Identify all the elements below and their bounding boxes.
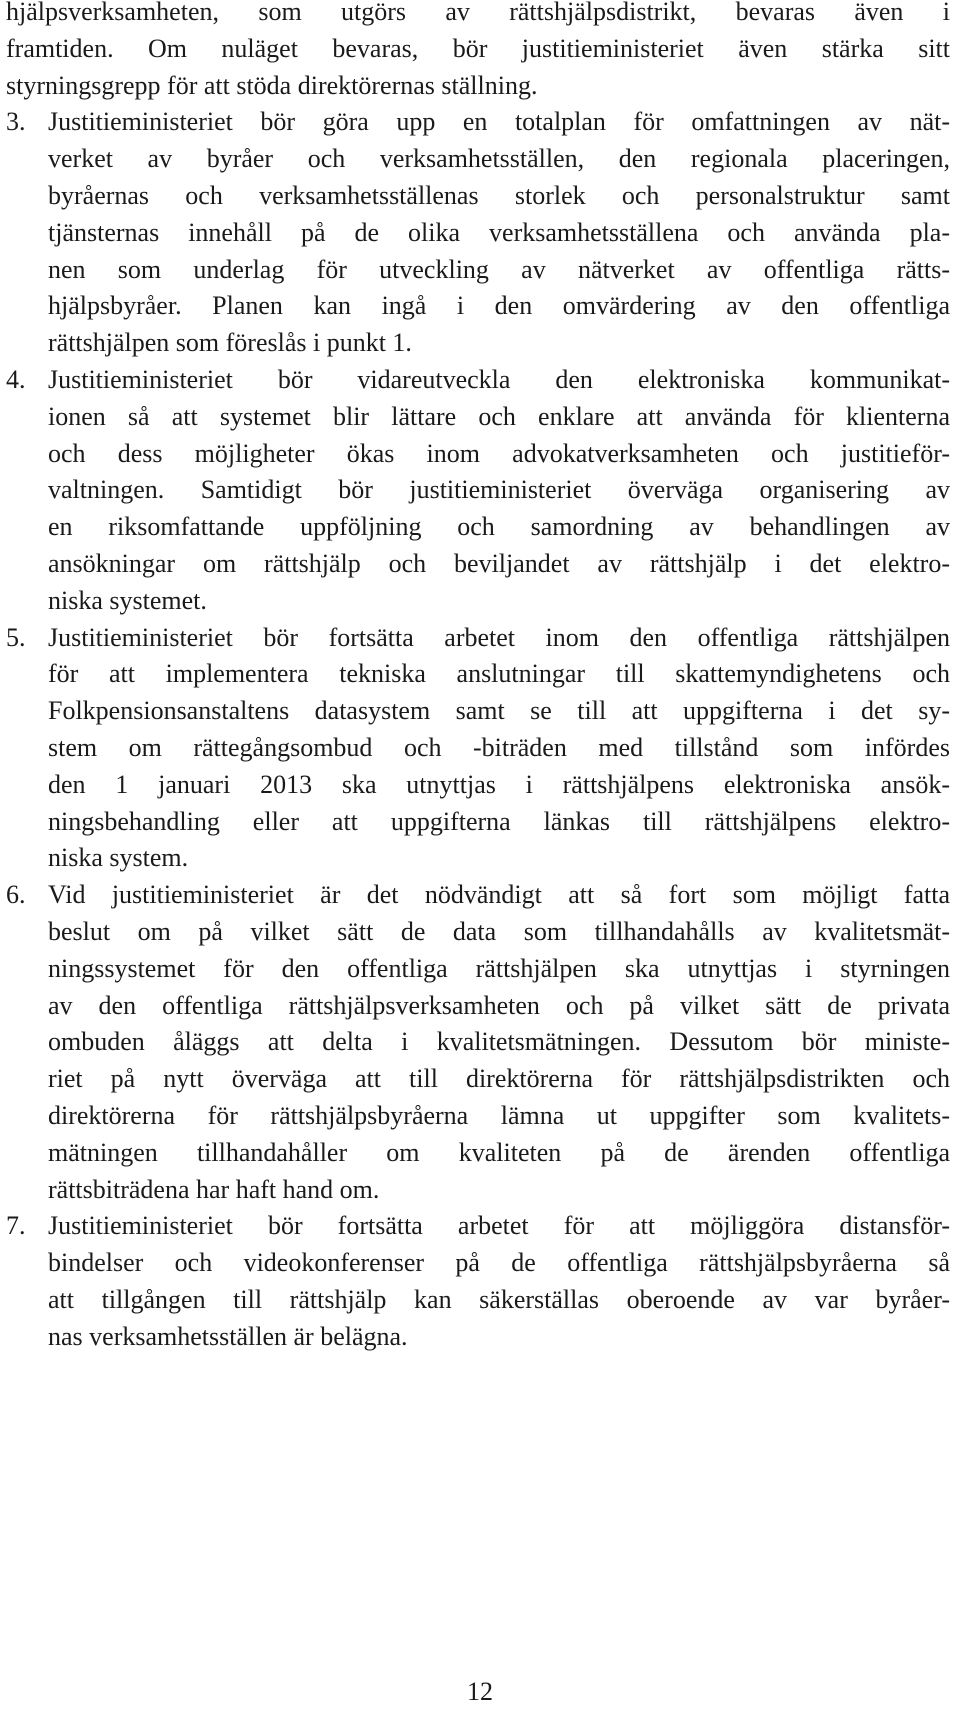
list-item-number: 6. <box>6 880 26 910</box>
list-item-5 <box>6 620 950 878</box>
text-line: Justitieministeriet bör fortsätta arbetet inom den offentliga rättshjälpen <box>48 622 950 652</box>
text-line: beslut om på vilket sätt de data som tillhandahålls av kvalitetsmät- <box>48 916 950 946</box>
list-item-number: 5. <box>6 622 26 652</box>
text-line: rättshjälpen som föreslås i punkt 1. <box>48 328 412 358</box>
list-item-text <box>48 1208 950 1355</box>
text-line: direktörerna för rättshjälpsbyråerna lämna ut uppgifter som kvalitets- <box>48 1100 950 1130</box>
text-line: styrningsgrepp för att stöda direktörernas ställning. <box>6 70 538 100</box>
text-line: av den offentliga rättshjälpsverksamheten och på vilket sätt de privata <box>48 990 950 1020</box>
text-line: ningsbehandling eller att uppgifterna länkas till rättshjälpens elektro- <box>48 806 950 836</box>
list-item-text <box>48 104 950 362</box>
list-item-6 <box>6 877 950 1208</box>
text-line: verket av byråer och verksamhetsställen, den regionala placeringen, <box>48 144 950 174</box>
text-line: bindelser och videokonferenser på de offentliga rättshjälpsbyråerna så <box>48 1248 950 1278</box>
document-body <box>6 0 950 1355</box>
text-line: att tillgången till rättshjälp kan säkerställas oberoende av var byråer- <box>48 1284 950 1314</box>
text-line: ombuden åläggs att delta i kvalitetsmätningen. Dessutom bör ministe- <box>48 1027 950 1057</box>
lead-paragraph <box>6 0 950 104</box>
text-line: Justitieministeriet bör vidareutveckla den elektroniska kommunikat- <box>48 364 950 394</box>
text-line: Folkpensionsanstaltens datasystem samt se till att uppgifterna i det sy- <box>48 696 950 726</box>
text-line: framtiden. Om nuläget bevaras, bör justitieministeriet även stärka sitt <box>6 33 950 63</box>
text-line: stem om rättegångsombud och -biträden med tillstånd som infördes <box>48 732 950 762</box>
text-line: niska systemet. <box>48 585 207 615</box>
page-number: 12 <box>467 1677 493 1706</box>
text-line: en riksomfattande uppföljning och samordning av behandlingen av <box>48 512 950 542</box>
list-item-3 <box>6 104 950 362</box>
text-line: hjälpsverksamheten, som utgörs av rättshjälpsdistrikt, bevaras även i <box>6 0 950 26</box>
text-line: niska system. <box>48 843 189 873</box>
list-item-7 <box>6 1208 950 1355</box>
list-item-number: 7. <box>6 1211 26 1241</box>
text-line: mätningen tillhandahåller om kvaliteten på de ärenden offentliga <box>48 1137 950 1167</box>
list-item-text <box>48 362 950 620</box>
text-line: och dess möjligheter ökas inom advokatverksamheten och justitieför- <box>48 438 950 468</box>
text-line: nen som underlag för utveckling av nätverket av offentliga rätts- <box>48 254 950 284</box>
text-line: ansökningar om rättshjälp och beviljandet av rättshjälp i det elektro- <box>48 548 950 578</box>
text-line: ningssystemet för den offentliga rättshjälpen ska utnyttjas i styrningen <box>48 953 950 983</box>
text-line: rättsbiträdena har haft hand om. <box>48 1174 380 1204</box>
text-line: för att implementera tekniska anslutningar till skattemyndighetens och <box>48 659 950 689</box>
text-line: nas verksamhetsställen är belägna. <box>48 1321 408 1351</box>
text-line: ionen så att systemet blir lättare och enklare att använda för klienterna <box>48 401 950 431</box>
text-line: den 1 januari 2013 ska utnyttjas i rättshjälpens elektroniska ansök- <box>48 769 950 799</box>
text-line: byråernas och verksamhetsställenas storlek och personalstruktur samt <box>48 180 950 210</box>
text-line: riet på nytt överväga att till direktörerna för rättshjälpsdistrikten och <box>48 1064 950 1094</box>
list-item-4 <box>6 362 950 620</box>
list-item-number: 4. <box>6 364 26 394</box>
text-line: valtningen. Samtidigt bör justitieministeriet överväga organisering av <box>48 475 950 505</box>
text-line: Justitieministeriet bör göra upp en totalplan för omfattningen av nät- <box>48 107 950 137</box>
list-item-text <box>48 877 950 1208</box>
list-item-number: 3. <box>6 107 26 137</box>
list-item-text <box>48 620 950 878</box>
text-line: Vid justitieministeriet är det nödvändigt att så fort som möjligt fatta <box>48 880 950 910</box>
text-line: Justitieministeriet bör fortsätta arbetet för att möjliggöra distansför- <box>48 1211 950 1241</box>
text-line: hjälpsbyråer. Planen kan ingå i den omvärdering av den offentliga <box>48 291 950 321</box>
text-line: tjänsternas innehåll på de olika verksamhetsställena och använda pla- <box>48 217 950 247</box>
